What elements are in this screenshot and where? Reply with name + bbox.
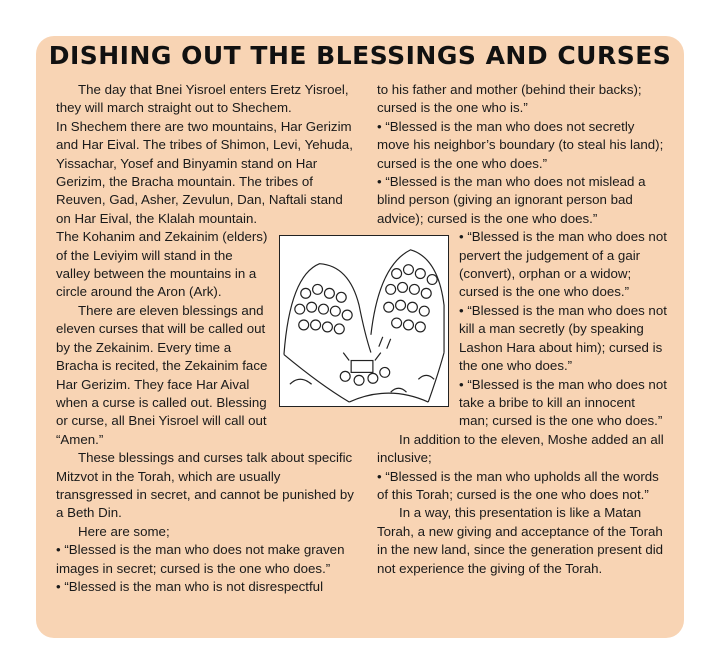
bullet-item: • “Blessed is the man who does not mislead a blind person (giving an ignorant person bad advice); cursed is the one who does.” [377,174,646,226]
paragraph: These blessings and curses talk about specific Mitzvot in the Torah, which are usually transgressed in secret, and cannot be punished by a Beth Din. [56,450,354,521]
bullet-item: • “Blessed is the man who does not make graven images in secret; cursed is the one who does.” [56,542,345,576]
paragraph: There are eleven blessings and eleven curses that will be called out by the Zekainim. Every time a Bracha is recited, the Zekainim face Har Gerizim. They face Har Aival when a curse is called out. Blessing or curse, all Bnei Yisroel will call out “Amen.” [56,302,268,447]
bullet-item: • “Blessed is the man who does not pervert the judgement of a gair (convert), orphan or a widow; cursed is the one who does.” [459,229,667,300]
bullet-item: • “Blessed is the man who is not disrespectful [56,578,324,594]
paragraph: In addition to the eleven, Moshe added an all inclusive; [377,431,664,466]
paragraph: The Kohanim and Zekainim (elders) of the Leviyim will stand in the valley between the mountains in a circle around the Aron (Ark). [56,229,268,300]
bullet-item: • “Blessed is the man who does not take a bribe to kill an innocent man; cursed is the one who does.” [459,376,667,429]
bullet-item: • “Blessed is the man who upholds all the words of this Torah; cursed is the one who does not.” [377,468,659,502]
paragraph: In Shechem there are two mountains, Har Gerizim and Har Eival. The tribes of Shimon, Levi, Yehuda, Yissachar, Yosef and Binyamin stand on Har Gerizim, the Bracha mountain. The tribes of Reuven, Gad, Asher, Zevulun, Dan, Naftali stand on Har Eival, the Klalah mountain. [56,118,353,226]
two-mountains-crowd-illustration [279,235,449,407]
bullet-item: • “Blessed is the man who does not kill a man secretly (by speaking Lashon Hara about him); cursed is the one who does.” [459,302,667,374]
article-title: DISHING OUT THE BLESSINGS AND CURSES [48,41,672,70]
paragraph: The day that Bnei Yisroel enters Eretz Yisroel, they will march straight out to Shechem. [56,82,349,116]
paragraph: In a way, this presentation is like a Matan Torah, a new giving and acceptance of the Torah in the new land, since the generation present did not experience the giving of the Torah. [377,505,664,576]
paragraph: Here are some; [78,523,170,539]
paragraph: to his father and mother (behind their backs); cursed is the one who is.” [377,82,642,116]
bullet-item: • “Blessed is the man who does not secretly move his neighbor’s boundary (to steal his land); cursed is the one who does.” [377,118,664,171]
